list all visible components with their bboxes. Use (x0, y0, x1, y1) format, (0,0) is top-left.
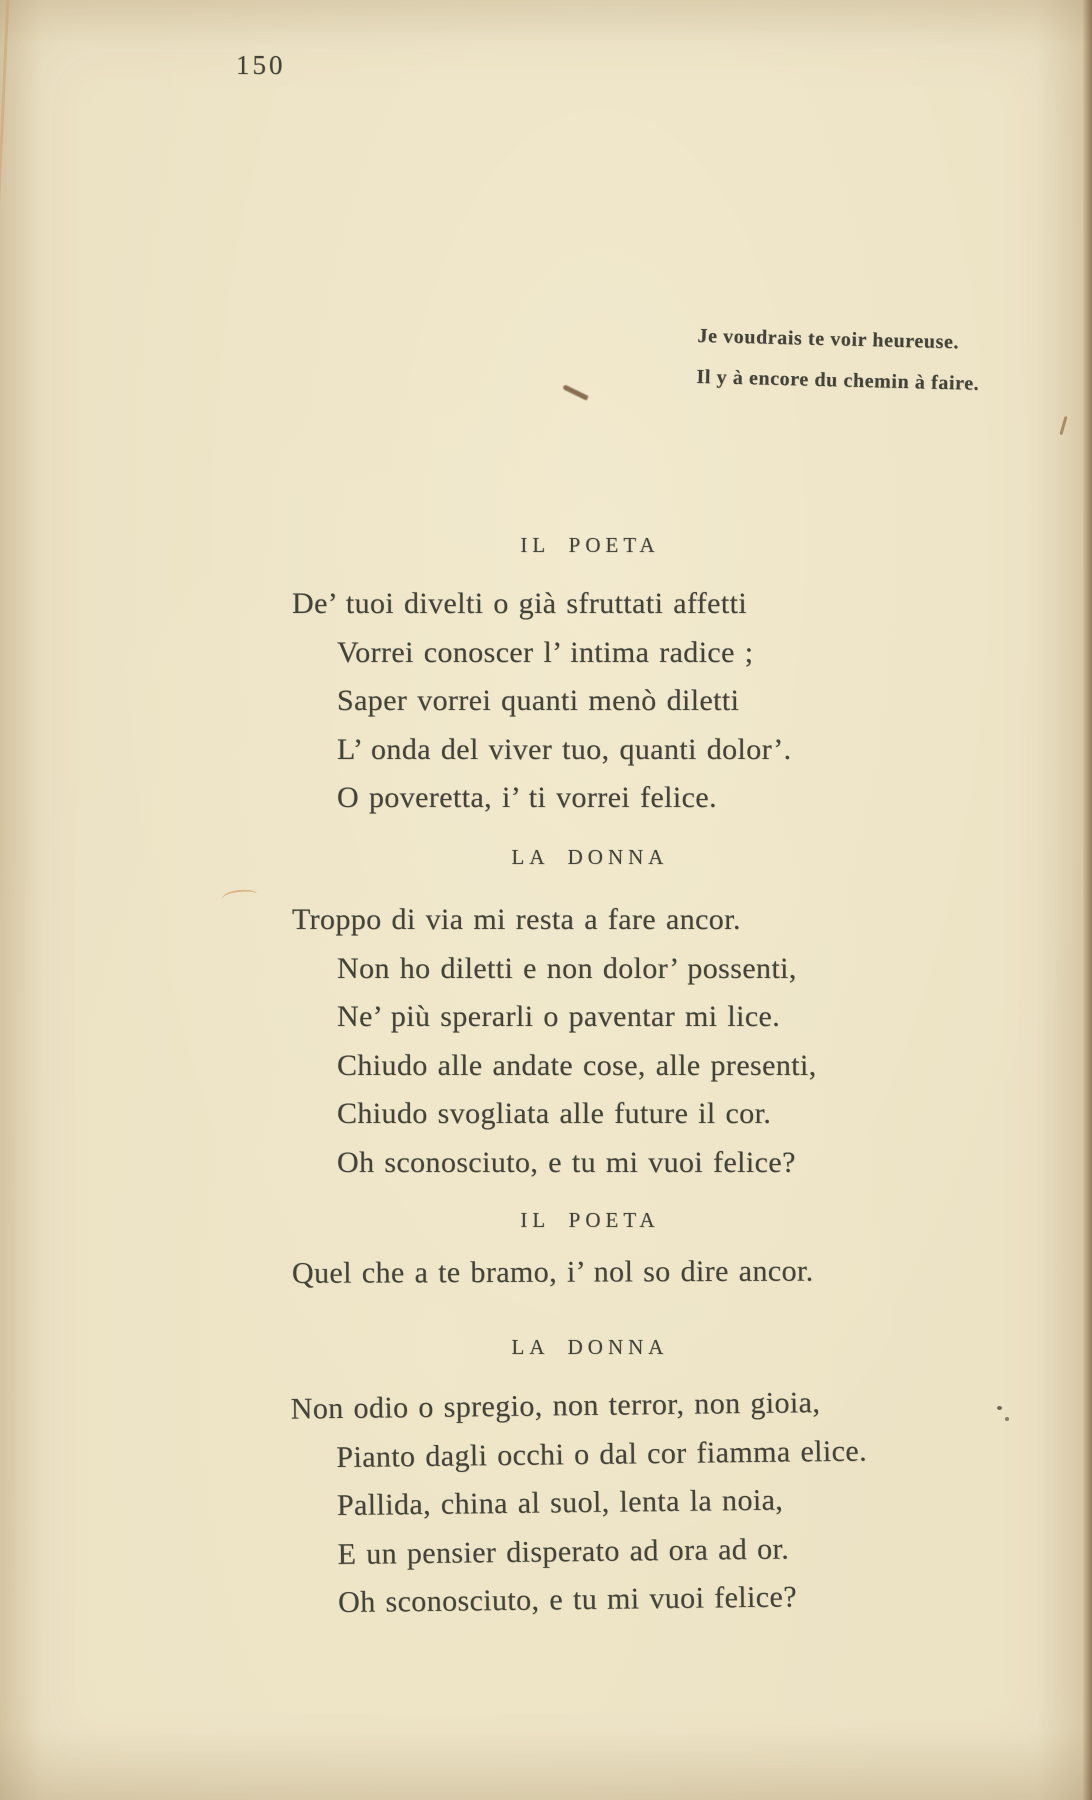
stanza-donna-1 (0, 896, 1092, 1187)
verse-line: Oh sconosciuto, e tu mi vuoi felice? (337, 1580, 798, 1620)
verse-line: Non odio o spregio, non terror, non gioia, (290, 1386, 821, 1426)
verse-line: Chiudo svogliata alle future il cor. (337, 1097, 772, 1130)
epigraph-line: Il y à encore du chemin à faire. (696, 365, 980, 395)
epigraph (696, 316, 981, 405)
verse-line: O poveretta, i’ ti vorrei felice. (337, 781, 717, 814)
epigraph-line: Je voudrais te voir heureuse. (697, 324, 960, 354)
stanza-donna-2 (0, 1376, 1092, 1632)
verse-line: Non ho diletti e non dolor’ possenti, (337, 951, 797, 985)
verse-line: De’ tuoi divelti o già sfruttati affetti (292, 587, 748, 620)
verse-line: E un pensier disperato ad ora ad or. (337, 1532, 790, 1571)
speaker-heading-donna: LA DONNA (511, 845, 669, 869)
verse-line: Troppo di via mi resta a fare ancor. (292, 903, 741, 936)
verse-line: Quel che a te bramo, i’ nol so dire ancor. (291, 1254, 814, 1290)
verse-line: L’ onda del viver tuo, quanti dolor’. (337, 732, 792, 766)
verse-line: Ne’ più sperarli o paventar mi lice. (337, 1000, 781, 1033)
stanza-poeta-2 (0, 1246, 1092, 1299)
speaker-heading-poeta: IL POETA (520, 1208, 660, 1232)
page-number: 150 (236, 50, 286, 80)
verse-line: Chiudo alle andate cose, alle presenti, (337, 1048, 817, 1082)
verse-line: Oh sconosciuto, e tu mi vuoi felice? (337, 1145, 796, 1179)
verse-line: Pianto dagli occhi o dal cor fiamma elice. (336, 1434, 868, 1474)
verse-line: Vorrei conoscer l’ intima radice ; (337, 635, 754, 669)
stray-pen-stroke (1059, 416, 1067, 435)
verse-line: Pallida, china al suol, lenta la noia, (336, 1483, 784, 1523)
stanza-poeta-1 (0, 580, 1092, 823)
speaker-heading-donna: LA DONNA (511, 1335, 669, 1359)
speaker-heading-poeta: IL POETA (520, 533, 660, 557)
ink-smudge-mark (562, 384, 588, 400)
verse-line: Saper vorrei quanti menò diletti (337, 684, 740, 717)
